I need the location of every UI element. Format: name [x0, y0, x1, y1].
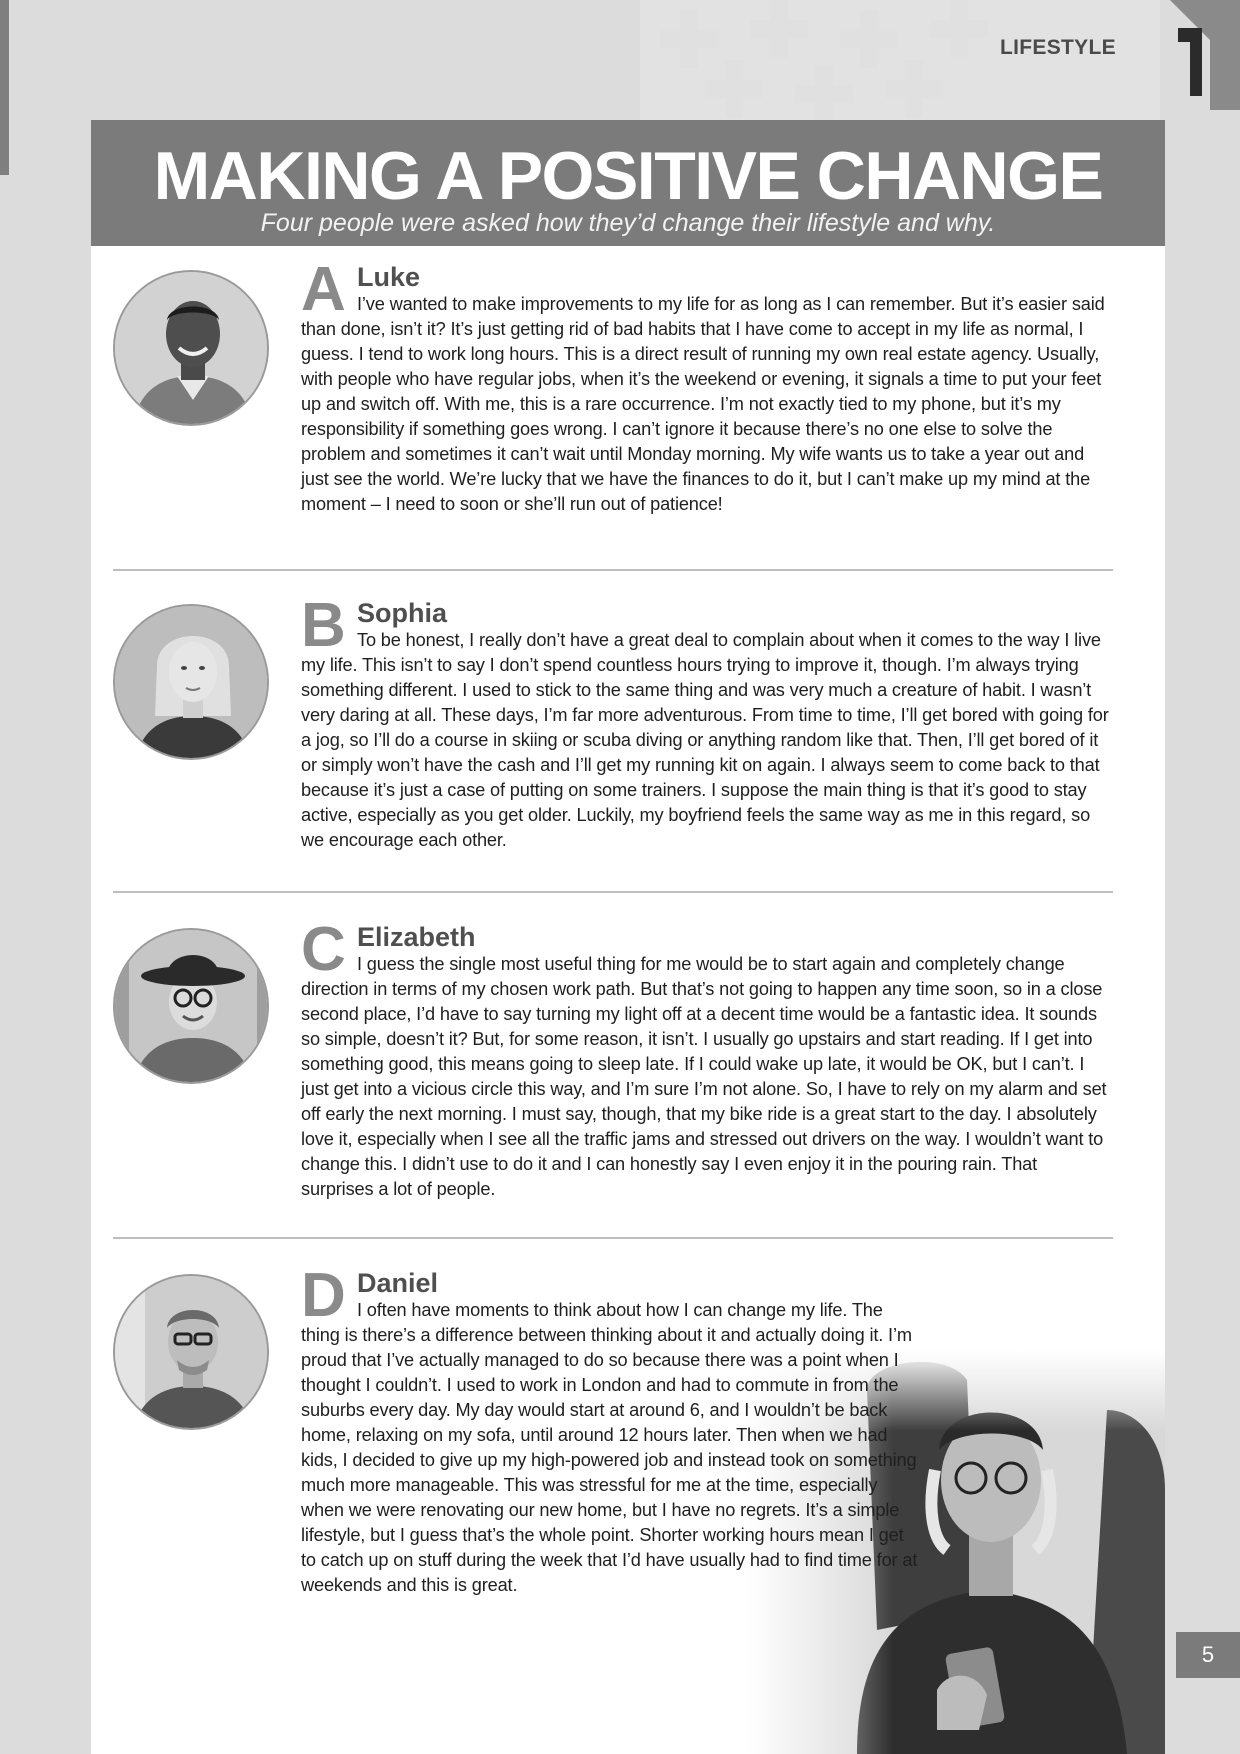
- article-subtitle: Four people were asked how they’d change their lifestyle and why.: [260, 209, 996, 237]
- portrait-elizabeth-icon: [115, 930, 269, 1084]
- article-sheet: [91, 120, 1165, 1754]
- entry-body-luke: I’ve wanted to make improvements to my life for as long as I can remember. But it’s easier said than done, isn’t it? It’s just getting rid of bad habits that I have come to accept in my life as normal, I guess. I tend to work long hours. This is a direct result of running my own real estate agency. Usually, with people who have regular jobs, when it’s the weekend or evening, it signals a time to put your feet up and switch off. With me, this is a rare occurrence. I’m not exactly tied to my phone, but it’s my responsibility if something goes wrong. I can’t ignore it because there’s no one else to solve the problem and sometimes it can’t wait until Monday morning. My wife wants us to take a year out and just see the world. We’re lucky that we have the finances to do it, but I can’t make up my mind at the moment – I need to soon or she’ll run out of patience!: [301, 294, 1105, 514]
- portrait-sophia-icon: [115, 606, 269, 760]
- entry-text-elizabeth: [301, 915, 1111, 1202]
- entry-name-luke: Luke: [357, 262, 421, 292]
- entry-body-daniel: I often have moments to think about how I can change my life. The thing is there’s a difference between thinking about it and actually doing it. I’m proud that I’ve actually managed to do so because there was a point when I thought I couldn’t. I used to work in London and had to commute in from the suburbs every day. My day would start at around 6, and I wouldn’t be back home, relaxing on my sofa, until around 12 hours later. Then when we had kids, I decided to give up my high-powered job and instead took on something much more manageable. This was stressful for me at the time, especially when we were renovating our new home, but I have no regrets. It’s a simple lifestyle, but I guess that’s the whole point. Shorter working hours mean I get to catch up on stuff during the week that I’d have usually had to find time for at weekends and this is great.: [301, 1300, 918, 1595]
- entry-text-luke: [301, 255, 1111, 517]
- drop-letter-c: C: [301, 915, 346, 984]
- avatar-luke: [113, 270, 269, 426]
- entry-name-elizabeth: Elizabeth: [357, 922, 476, 952]
- portrait-luke-icon: [115, 272, 269, 426]
- drop-letter-a: A: [301, 255, 346, 324]
- page-number: 5: [1176, 1632, 1240, 1678]
- entry-body-sophia: To be honest, I really don’t have a great deal to complain about when it comes to the way I live my life. This isn’t to say I don’t spend countless hours trying to improve it, though. I’m always trying something different. I used to stick to the same thing and was very much a creature of habit. I wasn’t very daring at all. These days, I’m far more adventurous. From time to time, I’ll get bored with going for a jog, so I’ll do a course in skiing or scuba diving or anything random like that. Then, I’ll get bored of it or simply won’t have the cash and I’ll get my running kit on again. I always seem to come back to that because it’s just a case of putting on some trainers. I suppose the main thing is that it’s good to stay active, especially as you get older. Luckily, my boyfriend feels the same way as me in this regard, so we encourage each other.: [301, 630, 1109, 850]
- portrait-daniel-icon: [115, 1276, 269, 1430]
- avatar-elizabeth: [113, 928, 269, 1084]
- entry-name-sophia: Sophia: [357, 598, 448, 628]
- drop-letter-d: D: [301, 1261, 346, 1330]
- title-banner: [91, 120, 1165, 246]
- entry-text-daniel: [301, 1261, 1111, 1598]
- entry-name-daniel: Daniel: [357, 1268, 439, 1298]
- avatar-sophia: [113, 604, 269, 760]
- background-cross-pattern: [640, 0, 1160, 125]
- drop-letter-b: B: [301, 591, 346, 660]
- avatar-daniel: [113, 1274, 269, 1430]
- entry-body-elizabeth: I guess the single most useful thing for me would be to start again and completely change direction in terms of my chosen work path. But that’s not going to happen any time soon, so in a close second place, I’d have to say turning my light off at a decent time would be a fantastic idea. It sounds so simple, doesn’t it? But, for some reason, it isn’t. I usually go upstairs and start reading. If I get into something good, this means going to sleep late. If I could wake up late, it would be OK, but I can’t. I just get into a vicious circle this way, and I’m sure I’m not alone. So, I have to rely on my alarm and set off early the next morning. I must say, though, that my bike ride is a great start to the day. I absolutely love it, especially when I see all the traffic jams and stressed out drivers on the way. I wouldn’t want to change this. I didn’t use to do it and I can honestly say I even enjoy it in the pouring rain. That surprises a lot of people.: [301, 954, 1107, 1199]
- entry-text-sophia: [301, 591, 1111, 853]
- section-label: LIFESTYLE: [1000, 36, 1116, 59]
- divider-1: [113, 569, 1113, 571]
- divider-2: [113, 891, 1113, 893]
- article-title: MAKING A POSITIVE CHANGE: [153, 138, 1103, 214]
- divider-3: [113, 1237, 1113, 1239]
- page-edge-strip: [0, 0, 9, 175]
- chapter-tab-icon: [1150, 0, 1240, 110]
